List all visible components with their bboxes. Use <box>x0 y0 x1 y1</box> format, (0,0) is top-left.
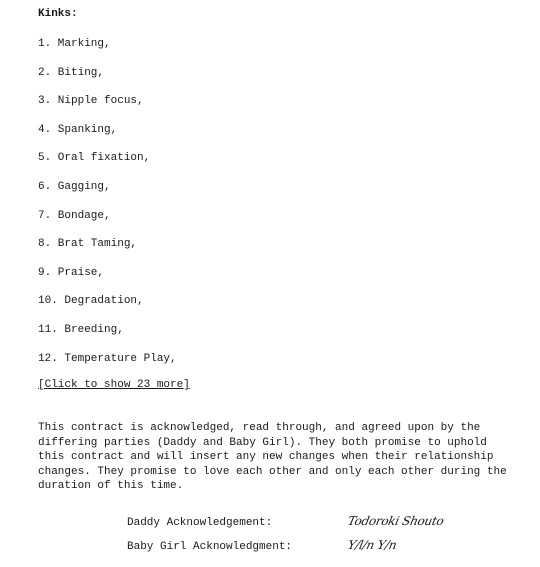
list-item: 10. Degradation, <box>38 295 144 308</box>
list-item: 1. Marking, <box>38 38 111 50</box>
kinks-list <box>38 37 177 380</box>
baby-girl-acknowledgment-label: Baby Girl Acknowledgment: <box>127 541 293 553</box>
list-item: 8. Brat Taming, <box>38 238 138 251</box>
baby-girl-acknowledgment-row <box>127 538 396 553</box>
daddy-acknowledgement-row <box>127 514 443 529</box>
list-item: 4. Spanking, <box>38 123 118 136</box>
show-more-link[interactable]: [Click to show 23 more] <box>38 379 190 391</box>
list-item: 3. Nipple focus, <box>38 95 144 108</box>
list-item: 11. Breeding, <box>38 323 124 336</box>
contract-paragraph: This contract is acknowledged, read through, and agreed upon by the differing parties (Daddy and Baby Girl). They both promise to uphold this contract and will insert any new changes when their relationship changes. They promise to love each other and only each other during the duration of this time. <box>38 422 507 493</box>
daddy-signature: Todoroki Shouto <box>346 514 445 528</box>
baby-girl-signature: Y/l/n Y/n <box>346 538 398 552</box>
daddy-acknowledgement-label: Daddy Acknowledgement: <box>127 517 273 529</box>
kinks-heading: Kinks: <box>38 8 78 20</box>
list-item: 6. Gagging, <box>38 180 111 193</box>
list-item: 12. Temperature Play, <box>38 352 177 365</box>
list-item: 2. Biting, <box>38 66 105 79</box>
list-item: 5. Oral fixation, <box>38 152 151 165</box>
list-item: 9. Praise, <box>38 266 105 279</box>
list-item: 7. Bondage, <box>38 209 111 222</box>
